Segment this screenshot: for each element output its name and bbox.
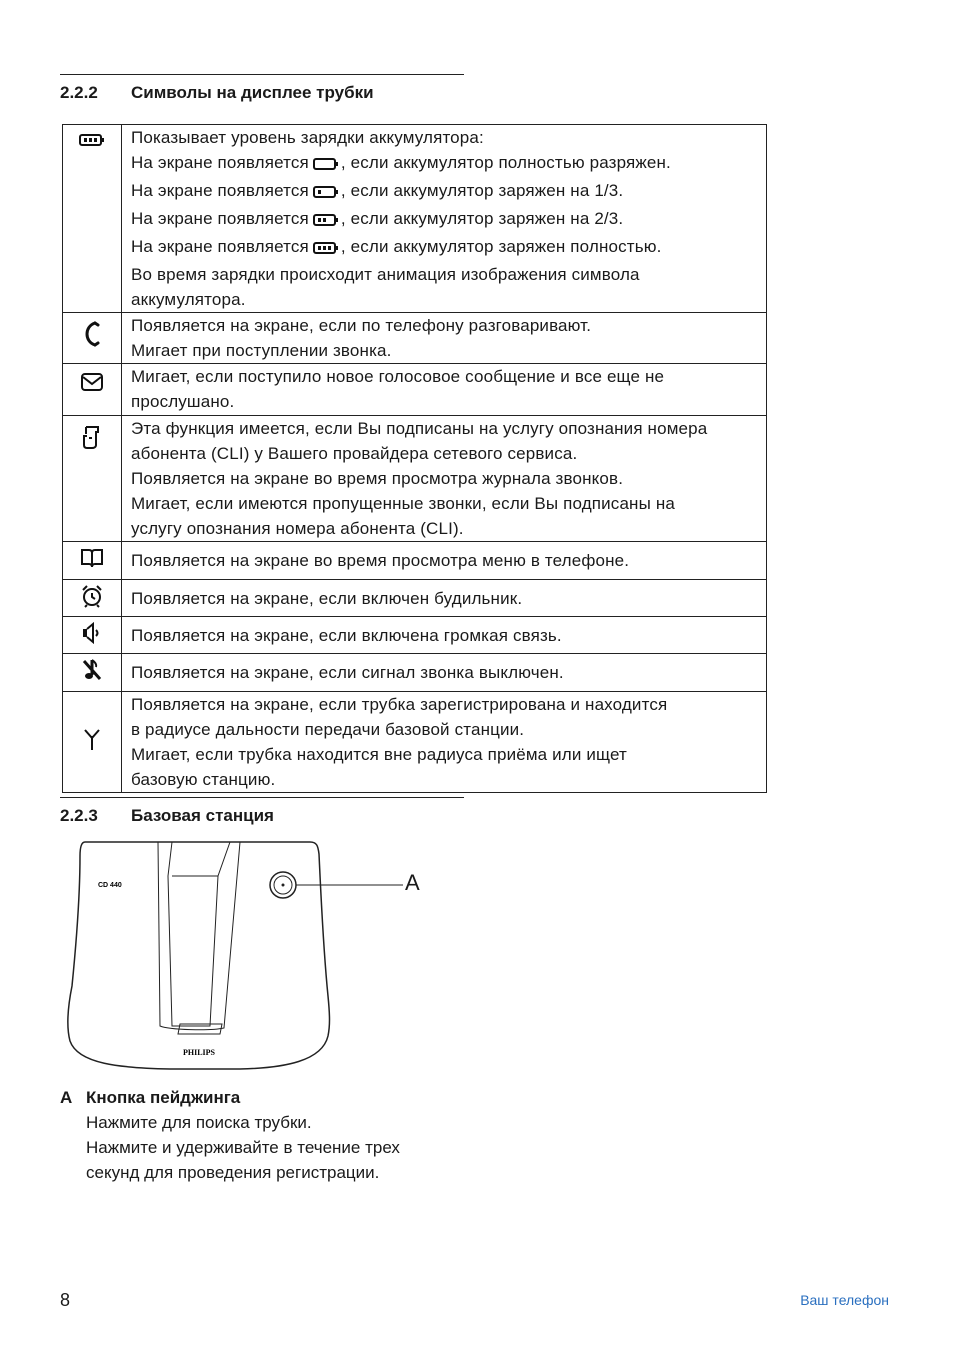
caption-line: Нажмите для поиска трубки. — [86, 1113, 312, 1132]
description-cell — [122, 125, 767, 313]
text-fragment: , если аккумулятор полностью разряжен. — [340, 153, 671, 172]
description-cell — [122, 416, 767, 542]
table-row — [63, 692, 767, 793]
table-row — [63, 125, 767, 313]
speaker-icon — [81, 631, 103, 648]
table-row — [63, 416, 767, 542]
table-row — [63, 542, 767, 580]
icon-cell — [63, 416, 122, 542]
icon-cell — [63, 364, 122, 416]
icon-cell — [63, 692, 122, 793]
envelope-icon — [80, 379, 104, 396]
text-fragment: На экране появляется — [131, 181, 309, 200]
text-line: Появляется на экране, если сигнал звонка выключен. — [131, 663, 564, 682]
icon-cell — [63, 654, 122, 692]
icon-cell — [63, 542, 122, 580]
text-line: аккумулятора. — [131, 290, 246, 309]
text-line: Показывает уровень зарядки аккумулятора: — [131, 128, 484, 147]
ringer-off-icon — [81, 670, 103, 687]
text-line: Мигает при поступлении звонка. — [131, 341, 392, 360]
caption-heading — [60, 1085, 400, 1110]
text-line: абонента (CLI) у Вашего провайдера сетевого сервиса. — [131, 444, 578, 463]
brand-label: PHILIPS — [182, 1048, 216, 1057]
text-line: базовую станцию. — [131, 770, 276, 789]
description-cell — [122, 654, 767, 692]
table-row — [63, 580, 767, 617]
caption-line: Нажмите и удерживайте в течение трех — [86, 1138, 400, 1157]
footer-section-name: Ваш телефон — [800, 1292, 889, 1308]
paging-button[interactable] — [270, 872, 296, 898]
battery-full-icon — [79, 134, 105, 151]
text-line: Появляется на экране, если трубка зарегистрирована и находится — [131, 695, 668, 714]
text-fragment: На экране появляется — [131, 209, 309, 228]
text-line: Во время зарядки происходит анимация изображения символа — [131, 265, 640, 284]
icon-cell — [63, 580, 122, 617]
symbols-table — [62, 124, 767, 793]
battery-third-icon — [313, 181, 339, 206]
antenna-icon — [82, 739, 102, 756]
text-line: прослушано. — [131, 392, 235, 411]
callout-letter: A — [405, 870, 420, 895]
description-cell — [122, 313, 767, 364]
icon-cell — [63, 125, 122, 313]
table-row — [63, 364, 767, 416]
call-log-icon — [82, 437, 102, 454]
text-line: Появляется на экране, если включен будильник. — [131, 588, 523, 608]
description-cell — [122, 542, 767, 580]
caption-block — [60, 1085, 400, 1185]
text-line: Появляется на экране во время просмотра журнала звонков. — [131, 469, 624, 488]
text-line: Появляется на экране, если по телефону разговаривают. — [131, 316, 592, 335]
text-fragment: , если аккумулятор заряжен полностью. — [340, 237, 662, 256]
text-fragment: , если аккумулятор заряжен на 1/3. — [340, 181, 624, 200]
text-line — [131, 206, 762, 234]
section-rule-top — [60, 797, 464, 798]
handset-icon — [84, 334, 100, 351]
icon-cell — [63, 313, 122, 364]
description-cell — [122, 364, 767, 416]
section-number: 2.2.3 — [60, 806, 98, 825]
description-cell — [122, 580, 767, 617]
text-line: Мигает, если имеются пропущенные звонки, если Вы подписаны на — [131, 494, 675, 513]
paging-signal-icon — [282, 884, 285, 887]
battery-empty-icon — [313, 153, 339, 178]
model-label: CD 440 — [98, 882, 122, 889]
section-number: 2.2.2 — [60, 83, 98, 102]
text-fragment: На экране появляется — [131, 237, 309, 256]
section-title: Символы на дисплее трубки — [131, 83, 374, 102]
text-line: Мигает, если трубка находится вне радиуса приёма или ищет — [131, 745, 627, 764]
section-heading-2-2-2 — [60, 83, 374, 103]
text-line — [131, 234, 762, 262]
text-line: Эта функция имеется, если Вы подписаны на услугу опознания номера — [131, 419, 708, 438]
base-station-illustration — [60, 836, 440, 1076]
battery-full-inline-icon — [313, 237, 339, 262]
text-line: Мигает, если поступило новое голосовое сообщение и все еще не — [131, 367, 665, 386]
text-line: Появляется на экране во время просмотра меню в телефоне. — [131, 551, 630, 570]
table-row — [63, 617, 767, 654]
section-heading-2-2-3 — [60, 806, 274, 826]
text-line — [131, 150, 762, 178]
table-row — [63, 313, 767, 364]
description-cell — [122, 692, 767, 793]
text-line — [131, 178, 762, 206]
description-cell — [122, 617, 767, 654]
caption-title: Кнопка пейджинга — [86, 1088, 241, 1107]
phonebook-icon — [80, 556, 104, 573]
alarm-clock-icon — [80, 595, 104, 612]
caption-line: секунд для проведения регистрации. — [86, 1163, 380, 1182]
section-title: Базовая станция — [131, 806, 274, 825]
text-fragment: , если аккумулятор заряжен на 2/3. — [340, 209, 624, 228]
text-line: услугу опознания номера абонента (CLI). — [131, 519, 464, 538]
text-fragment: На экране появляется — [131, 153, 309, 172]
battery-two-thirds-icon — [313, 209, 339, 234]
text-line: в радиусе дальности передачи базовой станции. — [131, 720, 525, 739]
text-line: Появляется на экране, если включена громкая связь. — [131, 625, 562, 645]
caption-letter: A — [60, 1088, 73, 1107]
section-rule-top — [60, 74, 464, 75]
icon-cell — [63, 617, 122, 654]
page-number: 8 — [60, 1290, 71, 1310]
table-row — [63, 654, 767, 692]
